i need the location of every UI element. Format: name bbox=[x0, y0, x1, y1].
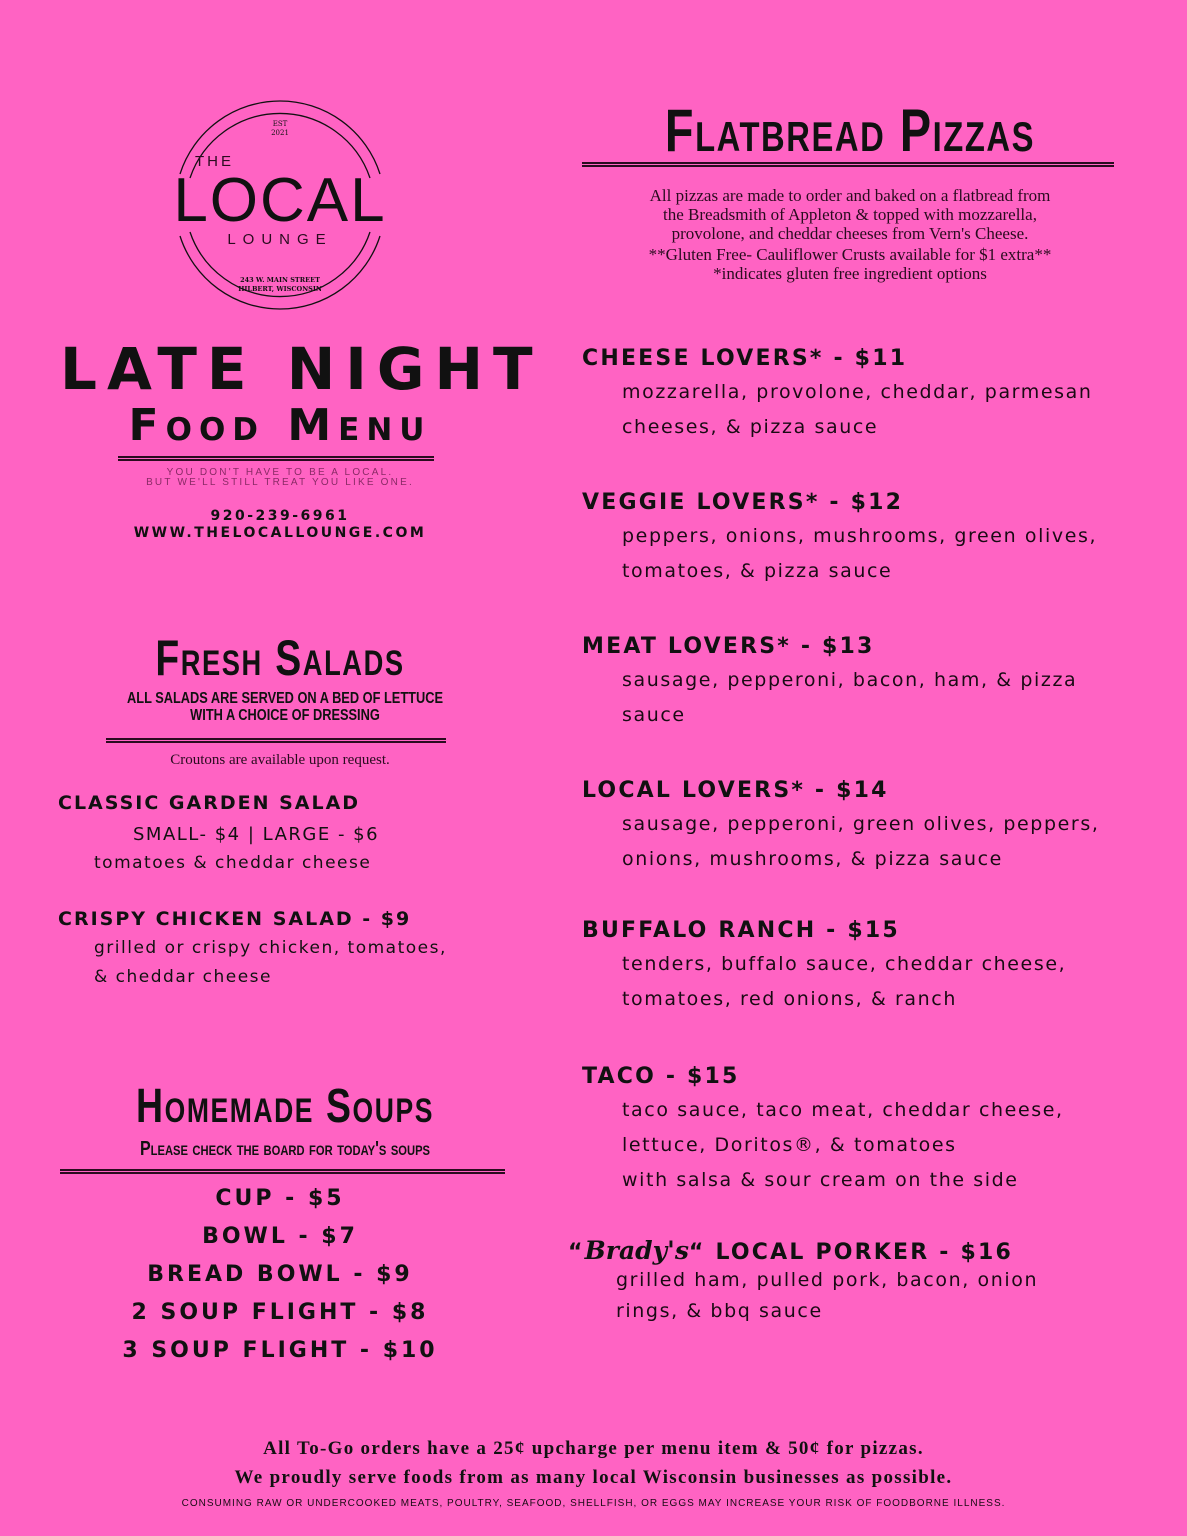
pizza-item-name: LOCAL LOVERS* - $14 bbox=[582, 778, 889, 803]
soups-title: Homemade Soups bbox=[136, 1080, 434, 1133]
pizza-item bbox=[582, 918, 1172, 1017]
quote-close: “ bbox=[688, 1240, 706, 1265]
pizza-item-name: BUFFALO RANCH - $15 bbox=[582, 918, 900, 943]
salads-subtitle-line2: WITH A CHOICE OF DRESSING bbox=[190, 707, 380, 724]
salad-item-desc-line2: & cheddar cheese bbox=[94, 967, 272, 987]
pizza-item-desc bbox=[582, 947, 1172, 1017]
pizza-item bbox=[582, 778, 1172, 877]
croutons-note: Croutons are available upon request. bbox=[170, 752, 390, 768]
pizza-item-desc bbox=[582, 519, 1172, 589]
salad-item-price: SMALL- $4 | LARGE - $6 bbox=[133, 824, 380, 845]
salad-item-name: CLASSIC GARDEN SALAD bbox=[58, 792, 361, 814]
soup-option: BOWL - $7 bbox=[202, 1224, 358, 1249]
website-link[interactable]: WWW.THELOCALLOUNGE.COM bbox=[133, 525, 427, 541]
pizza-item-desc-line: onions, mushrooms, & pizza sauce bbox=[622, 848, 1003, 870]
menu-title-line2: Food Menu bbox=[128, 400, 432, 451]
soup-option: CUP - $5 bbox=[215, 1186, 345, 1211]
logo-the: THE bbox=[195, 153, 234, 170]
salads-subtitle bbox=[89, 690, 481, 724]
soups-divider bbox=[60, 1169, 505, 1174]
pizza-item-name: TACO - $15 bbox=[582, 1064, 740, 1089]
salad-item-name: CRISPY CHICKEN SALAD - $9 bbox=[58, 908, 412, 930]
pizzas-description bbox=[560, 186, 1140, 283]
pizza-item-desc-line: rings, & bbq sauce bbox=[616, 1300, 823, 1322]
pizza-item bbox=[582, 490, 1172, 589]
pizzas-desc-line1: All pizzas are made to order and baked on a flatbread from bbox=[649, 186, 1051, 205]
pizza-item-name: MEAT LOVERS* - $13 bbox=[582, 634, 875, 659]
pizza-item-desc bbox=[582, 1093, 1172, 1198]
pizza-item-desc-line: taco sauce, taco meat, cheddar cheese, bbox=[622, 1099, 1064, 1121]
gluten-free-key: *indicates gluten free ingredient options bbox=[713, 264, 987, 283]
local-sourcing-note: We proudly serve foods from as many local Wisconsin businesses as possible. bbox=[234, 1467, 953, 1488]
bradys-script-logo: Brady's bbox=[584, 1236, 689, 1265]
pizza-item-desc bbox=[568, 1265, 1158, 1327]
salad-item-desc: tomatoes & cheddar cheese bbox=[94, 853, 372, 873]
pizza-item-desc-line: lettuce, Doritos®, & tomatoes bbox=[622, 1134, 957, 1156]
pizza-item-desc-line: mozzarella, provolone, cheddar, parmesan bbox=[622, 381, 1093, 403]
phone-number: 920-239-6961 bbox=[210, 508, 350, 524]
logo-address-line1: 243 W. MAIN STREET bbox=[240, 276, 320, 284]
pizza-item-desc bbox=[582, 375, 1172, 445]
tagline-line2: BUT WE'LL STILL TREAT YOU LIKE ONE. bbox=[146, 477, 414, 488]
salads-subtitle-line1: ALL SALADS ARE SERVED ON A BED OF LETTUCE bbox=[127, 690, 443, 707]
tagline-line1: YOU DON'T HAVE TO BE A LOCAL. bbox=[166, 467, 394, 478]
logo-year: 2021 bbox=[271, 129, 289, 137]
logo-est: EST bbox=[272, 120, 288, 128]
pizza-item-desc-line: tomatoes, & pizza sauce bbox=[622, 560, 893, 582]
salad-item-desc-line1: grilled or crispy chicken, tomatoes, bbox=[94, 938, 447, 958]
logo-lounge: LOUNGE bbox=[227, 231, 333, 248]
soup-option: 2 SOUP FLIGHT - $8 bbox=[131, 1300, 429, 1325]
pizza-item bbox=[582, 346, 1172, 445]
pizza-item-desc-line: tenders, buffalo sauce, cheddar cheese, bbox=[622, 953, 1067, 975]
pizza-item bbox=[568, 1236, 1158, 1327]
salad-item bbox=[58, 908, 518, 992]
salads-divider bbox=[106, 738, 446, 743]
pizza-item bbox=[582, 1064, 1172, 1198]
pizzas-desc-line3: provolone, and cheddar cheeses from Vern's Cheese. bbox=[671, 224, 1029, 243]
pizza-item-desc bbox=[582, 807, 1172, 877]
pizza-item-desc-line: sausage, pepperoni, bacon, ham, & pizza bbox=[622, 669, 1078, 691]
pizza-item-desc-line: grilled ham, pulled pork, bacon, onion bbox=[616, 1269, 1039, 1291]
quote-open: “ bbox=[568, 1240, 585, 1265]
soup-option: 3 SOUP FLIGHT - $10 bbox=[122, 1338, 438, 1363]
pizzas-divider bbox=[582, 162, 1114, 167]
pizza-item-desc bbox=[582, 663, 1172, 733]
salads-title: Fresh Salads bbox=[155, 630, 405, 686]
soups-list bbox=[60, 1180, 500, 1370]
pizza-item-desc-line: with salsa & sour cream on the side bbox=[622, 1169, 1019, 1191]
salad-item bbox=[58, 792, 518, 878]
soup-option: BREAD BOWL - $9 bbox=[147, 1262, 413, 1287]
pizza-item-name: VEGGIE LOVERS* - $12 bbox=[582, 490, 904, 515]
pizza-item bbox=[582, 634, 1172, 733]
menu-title-line1: LATE NIGHT bbox=[60, 335, 543, 403]
pizza-item-name bbox=[568, 1236, 1158, 1265]
soups-subtitle: Please check the board for today's soups bbox=[139, 1138, 431, 1160]
logo-address-line2: HILBERT, WISCONSIN bbox=[238, 285, 322, 293]
pizza-item-desc-line: cheeses, & pizza sauce bbox=[622, 416, 879, 438]
pizza-item-name: CHEESE LOVERS* - $11 bbox=[582, 346, 908, 371]
togo-upcharge-note: All To-Go orders have a 25¢ upcharge per menu item & 50¢ for pizzas. bbox=[263, 1438, 924, 1459]
pizza-item-desc-line: peppers, onions, mushrooms, green olives, bbox=[622, 525, 1098, 547]
tagline bbox=[80, 468, 480, 488]
header-divider bbox=[118, 456, 434, 461]
logo-emblem bbox=[150, 86, 410, 316]
logo bbox=[150, 86, 410, 316]
pizzas-title: Flatbread Pizzas bbox=[664, 97, 1036, 164]
pizzas-desc-line2: the Breadsmith of Appleton & topped with mozzarella, bbox=[663, 205, 1037, 224]
pizza-item-desc-line: sauce bbox=[622, 704, 686, 726]
footer bbox=[60, 1434, 1127, 1509]
pizza-item-desc-line: sausage, pepperoni, green olives, peppers, bbox=[622, 813, 1100, 835]
logo-local: LOCAL bbox=[173, 166, 387, 235]
food-safety-disclaimer: CONSUMING RAW OR UNDERCOOKED MEATS, POULTRY, SEAFOOD, SHELLFISH, OR EGGS MAY INCREASE YOUR RISK OF FOODBORNE ILLNESS. bbox=[181, 1498, 1006, 1509]
pizza-item-desc-line: tomatoes, red onions, & ranch bbox=[622, 988, 957, 1010]
pizza-item-name-text: LOCAL PORKER - $16 bbox=[715, 1240, 1013, 1265]
gluten-free-note: **Gluten Free- Cauliflower Crusts available for $1 extra** bbox=[648, 245, 1052, 264]
contact-info bbox=[60, 508, 500, 542]
